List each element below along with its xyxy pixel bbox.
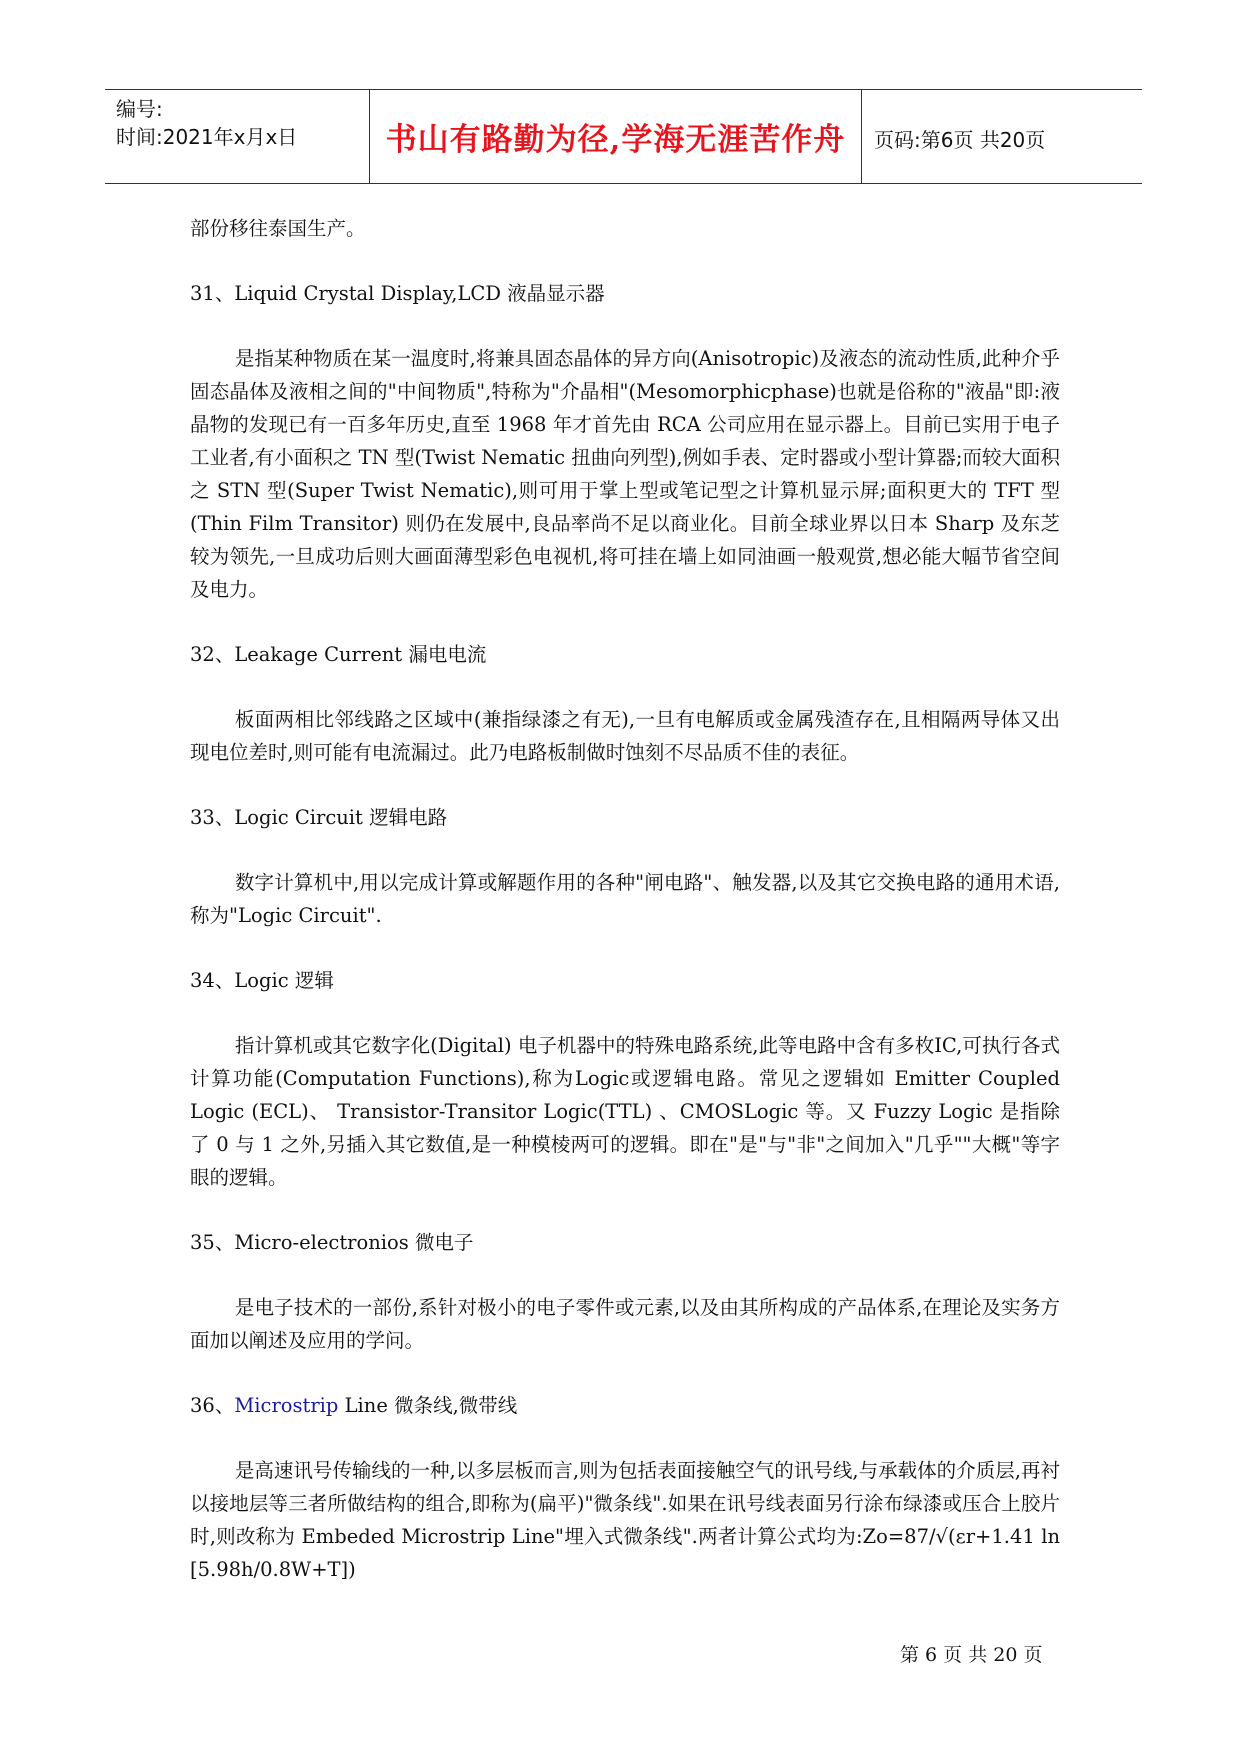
entry-36-body: 是高速讯号传输线的一种,以多层板而言,则为包括表面接触空气的讯号线,与承载体的介质层,再衬以接地层等三者所做结构的组合,即称为(扁平)"微条线".如果在讯号线表面另行涂布绿漆或压合上胶片时,则改称为 Embeded Microstrip Line"埋入式微条线".两者计算公式均为:Zo=87/√(εr+1.41 ln [5.98h/0.8W+T]) — [190, 1459, 1060, 1581]
entry-35-title: 35、Micro-electronios 微电子 — [190, 1231, 474, 1254]
entry-31-title: 31、Liquid Crystal Display,LCD 液晶显示器 — [190, 282, 605, 305]
entry-34-body: 指计算机或其它数字化(Digital) 电子机器中的特殊电路系统,此等电路中含有多枚IC,可执行各式计算功能(Computation Functions),称为Logic或逻辑电路。常见之逻辑如 Emitter Coupled Logic (ECL)、 Transistor-Transitor Logic(TTL) 、CMOSLogic 等。又 Fuzzy Logic 是指除了 0 与 1 之外,另插入其它数值,是一种模棱两可的逻辑。即在"是"与"非"之间加入"几乎""大概"等字眼的逻辑。 — [190, 1034, 1060, 1189]
header-divider-right — [861, 89, 862, 184]
header-page-label: 页码:第6页 共20页 — [874, 128, 1046, 152]
entry-36-title — [190, 1389, 1060, 1422]
entry-33-title: 33、Logic Circuit 逻辑电路 — [190, 806, 448, 829]
header-motto: 书山有路勤为径,学海无涯苦作舟 — [385, 122, 846, 158]
entry-36-title-rest: Line 微条线,微带线 — [338, 1394, 518, 1417]
microstrip-link[interactable]: Microstrip — [234, 1394, 339, 1417]
entry-32-title: 32、Leakage Current 漏电电流 — [190, 643, 487, 666]
entry-34-title: 34、Logic 逻辑 — [190, 969, 334, 992]
intro-text: 部份移往泰国生产。 — [190, 217, 366, 240]
page-footer: 第 6 页 共 20 页 — [900, 1644, 1043, 1666]
header-bottom-rule — [105, 183, 1142, 184]
entry-35-body: 是电子技术的一部份,系针对极小的电子零件或元素,以及由其所构成的产品体系,在理论及实务方面加以阐述及应用的学问。 — [190, 1296, 1060, 1352]
entry-31-body: 是指某种物质在某一温度时,将兼具固态晶体的异方向(Anisotropic)及液态的流动性质,此种介乎固态晶体及液相之间的"中间物质",特称为"介晶相"(Mesomorphicphase)也就是俗称的"液晶"即:液晶物的发现已有一百多年历史,直至 1968 年才首先由 RCA 公司应用在显示器上。目前已实用于电子工业者,有小面积之 TN 型(Twist Nematic 扭曲向列型),例如手表、定时器或小型计算器;而较大面积之 STN 型(Super Twist Nematic),则可用于掌上型或笔记型之计算机显示屏;面积更大的 TFT 型(Thin Film Transitor) 则仍在发展中,良品率尚不足以商业化。目前全球业界以日本 Sharp 及东芝较为领先,一旦成功后则大画面薄型彩色电视机,将可挂在墙上如同油画一般观赏,想必能大幅节省空间及电力。 — [190, 347, 1060, 601]
document-number-label: 编号: — [116, 97, 163, 121]
header-top-rule — [105, 89, 1142, 90]
document-body — [190, 212, 1060, 1618]
entry-33-body: 数字计算机中,用以完成计算或解题作用的各种"闸电路"、触发器,以及其它交换电路的通用术语,称为"Logic Circuit". — [190, 871, 1060, 927]
document-time-label: 时间:2021年x月x日 — [116, 125, 298, 149]
entry-32-body: 板面两相比邻线路之区域中(兼指绿漆之有无),一旦有电解质或金属残渣存在,且相隔两导体又出现电位差时,则可能有电流漏过。此乃电路板制做时蚀刻不尽品质不佳的表征。 — [190, 708, 1060, 764]
entry-36-prefix: 36、 — [190, 1394, 235, 1417]
